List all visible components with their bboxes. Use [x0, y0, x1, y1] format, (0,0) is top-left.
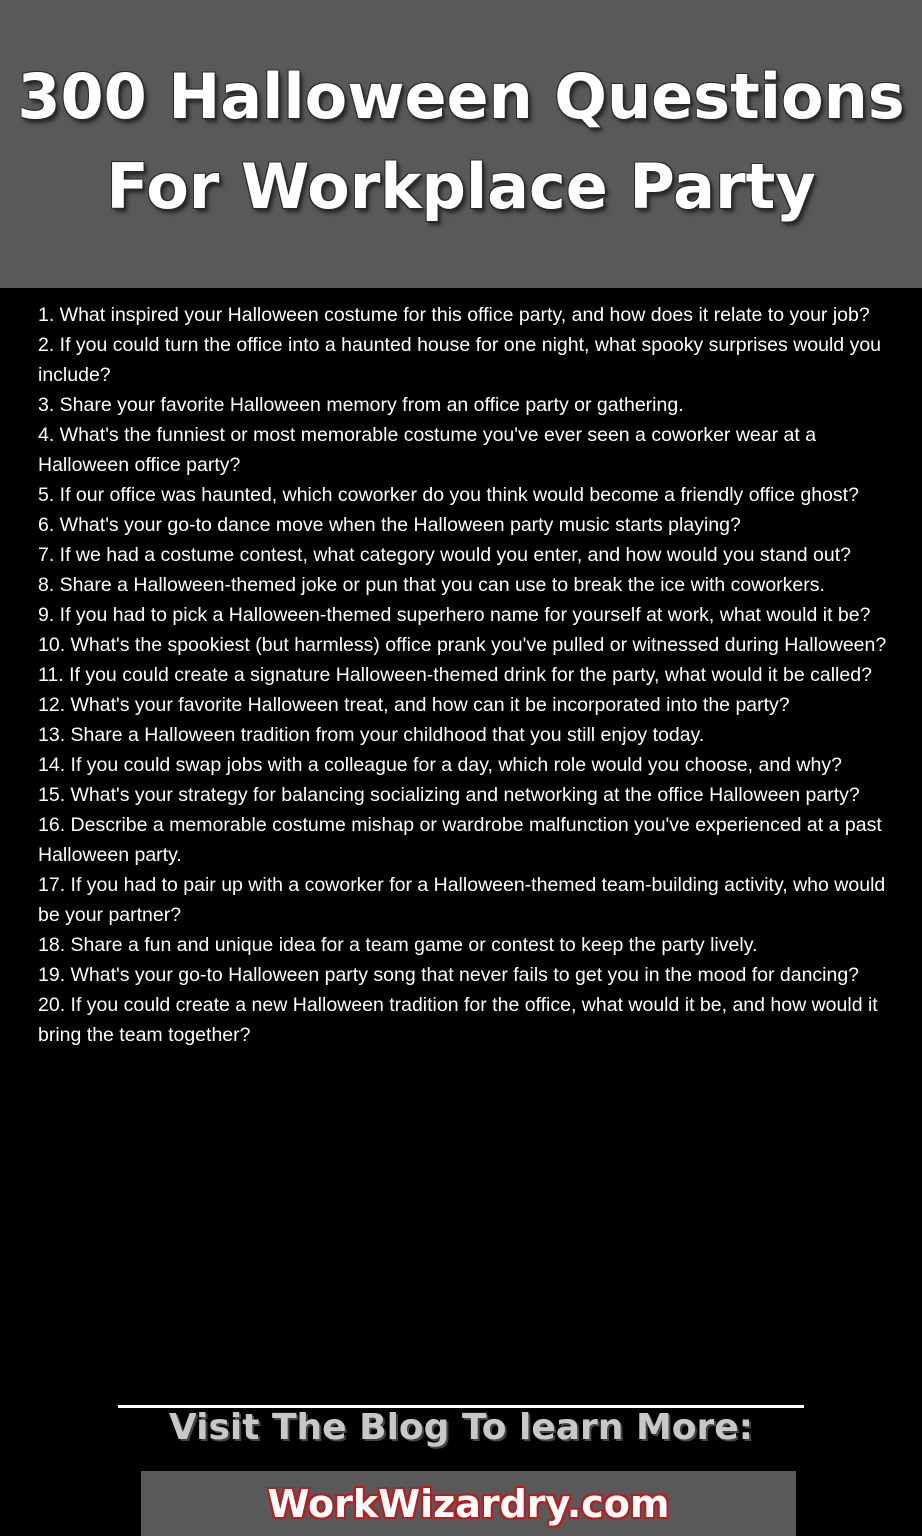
question-item: 5. If our office was haunted, which coworker do you think would become a friendly office ghost?: [38, 484, 859, 506]
question-item: 3. Share your favorite Halloween memory from an office party or gathering.: [38, 394, 684, 416]
site-link[interactable]: WorkWizardry.com: [267, 1482, 670, 1526]
question-item: 12. What's your favorite Halloween treat, and how can it be incorporated into the party?: [38, 694, 790, 716]
title-line-1: 300 Halloween Questions: [17, 60, 905, 133]
question-item: 20. If you could create a new Halloween tradition for the office, what would it be, and how would it bring the team together?: [38, 994, 878, 1046]
question-item: 7. If we had a costume contest, what category would you enter, and how would you stand out?: [38, 544, 852, 566]
question-item: 11. If you could create a signature Halloween-themed drink for the party, what would it be called?: [38, 664, 872, 686]
question-item: 17. If you had to pair up with a coworker for a Halloween-themed team-building activity, who would be your partner?: [38, 874, 886, 926]
call-to-action: Visit The Blog To learn More:: [168, 1407, 754, 1448]
title-line-2: For Workplace Party: [106, 150, 816, 223]
site-banner[interactable]: [141, 1471, 796, 1536]
question-item: 1. What inspired your Halloween costume for this office party, and how does it relate to your job?: [38, 304, 870, 326]
question-item: 16. Describe a memorable costume mishap or wardrobe malfunction you've experienced at a past Halloween party.: [38, 814, 882, 866]
header-banner: [0, 0, 922, 288]
question-list: [38, 300, 900, 1050]
question-item: 14. If you could swap jobs with a colleague for a day, which role would you choose, and why?: [38, 754, 842, 776]
question-item: 9. If you had to pick a Halloween-themed superhero name for yourself at work, what would it be?: [38, 604, 871, 626]
question-item: 19. What's your go-to Halloween party song that never fails to get you in the mood for dancing?: [38, 964, 860, 986]
page-title: [0, 52, 922, 232]
question-item: 2. If you could turn the office into a haunted house for one night, what spooky surprises would you include?: [38, 334, 882, 386]
question-item: 13. Share a Halloween tradition from your childhood that you still enjoy today.: [38, 724, 705, 746]
question-item: 6. What's your go-to dance move when the Halloween party music starts playing?: [38, 514, 741, 536]
question-item: 4. What's the funniest or most memorable costume you've ever seen a coworker wear at a Halloween office party?: [38, 424, 817, 476]
question-item: 10. What's the spookiest (but harmless) office prank you've pulled or witnessed during Halloween?: [38, 634, 887, 656]
question-item: 8. Share a Halloween-themed joke or pun that you can use to break the ice with coworkers.: [38, 574, 825, 596]
question-item: 18. Share a fun and unique idea for a team game or contest to keep the party lively.: [38, 934, 758, 956]
question-item: 15. What's your strategy for balancing socializing and networking at the office Halloween party?: [38, 784, 860, 806]
